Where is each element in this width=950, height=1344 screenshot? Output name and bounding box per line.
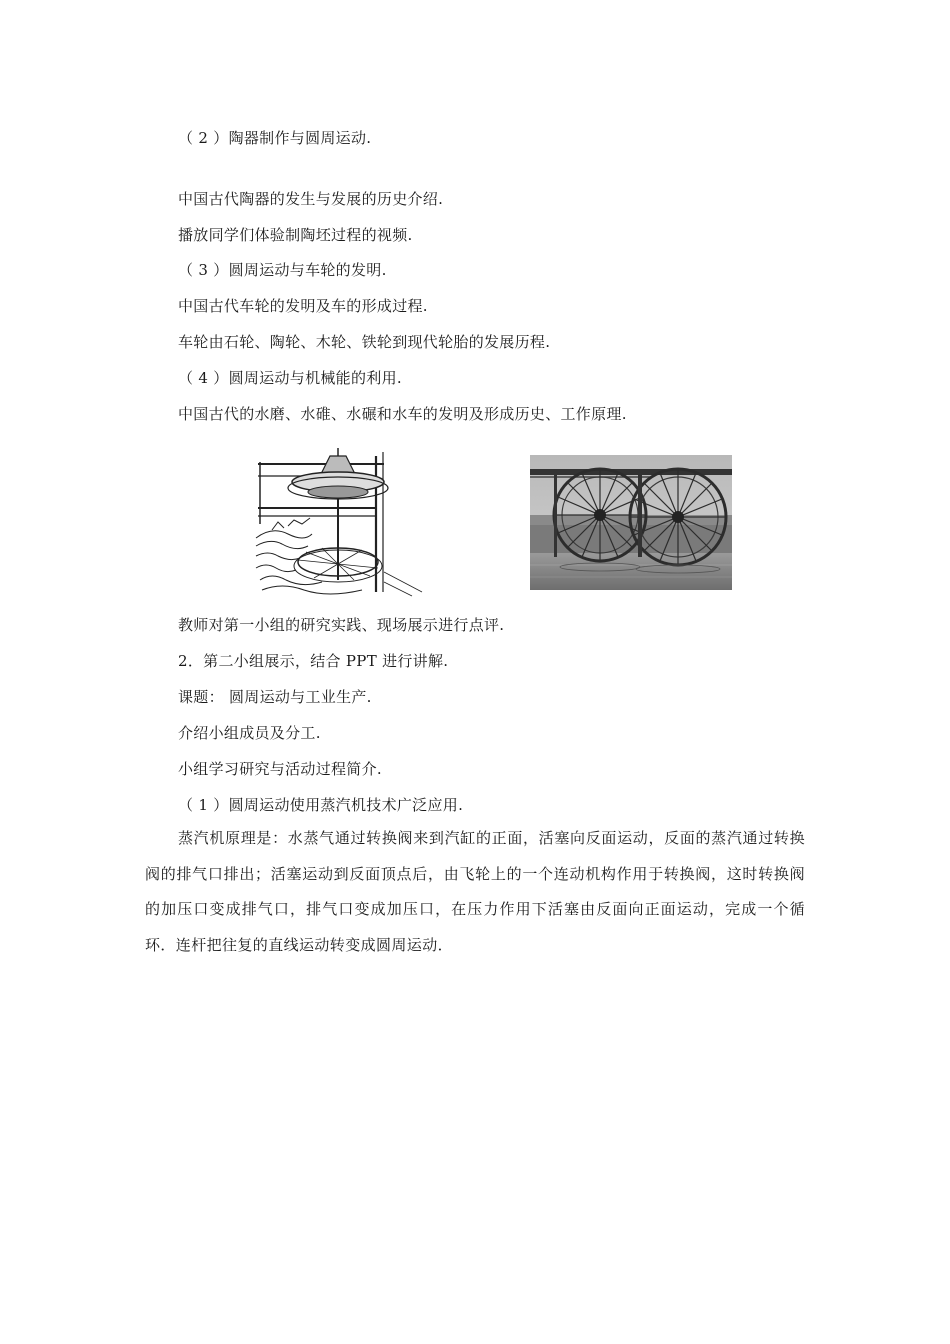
text-line-members: 介绍小组成员及分工.	[178, 724, 321, 742]
section-heading-pottery: （ 2 ）陶器制作与圆周运动.	[178, 129, 372, 147]
text-line-water-machines: 中国古代的水磨、水碓、水碾和水车的发明及形成历史、工作原理.	[178, 405, 627, 423]
water-mill-drawing-svg	[252, 442, 440, 600]
text-line-wheel-evolution: 车轮由石轮、陶轮、木轮、铁轮到现代轮胎的发展历程.	[178, 333, 551, 351]
water-wheel-photo-svg	[530, 455, 732, 590]
water-wheel-photo-image	[530, 455, 732, 590]
text-line-group-two: 2．第二小组展示，结合 PPT 进行讲解.	[178, 652, 449, 670]
text-line-pottery-video: 播放同学们体验制陶坯过程的视频.	[178, 226, 413, 244]
text-line-topic: 课题： 圆周运动与工业生产.	[178, 688, 372, 706]
section-heading-mechanical-energy: （ 4 ）圆周运动与机械能的利用.	[178, 369, 402, 387]
section-heading-steam-engine: （ 1 ）圆周运动使用蒸汽机技术广泛应用.	[178, 796, 464, 814]
text-line-wheel-invention: 中国古代车轮的发明及车的形成过程.	[178, 297, 428, 315]
text-line-process: 小组学习研究与活动过程简介.	[178, 760, 382, 778]
section-heading-wheel: （ 3 ）圆周运动与车轮的发明.	[178, 261, 387, 279]
paragraph-steam-engine-principle: 蒸汽机原理是：水蒸气通过转换阀来到汽缸的正面，活塞向反面运动，反面的蒸汽通过转换阀的排气口排出；活塞运动到反面顶点后，由飞轮上的一个连动机构作用于转换阀，这时转换阀的加压口变成排气口，排气口变成加压口，在压力作用下活塞由反面向正面运动，完成一个循环．连杆把往复的直线运动转变成圆周运动．	[145, 829, 805, 954]
text-line-pottery-history: 中国古代陶器的发生与发展的历史介绍.	[178, 190, 444, 208]
water-mill-drawing-image	[252, 442, 440, 600]
text-line-teacher-comment: 教师对第一小组的研究实践、现场展示进行点评.	[178, 616, 505, 634]
